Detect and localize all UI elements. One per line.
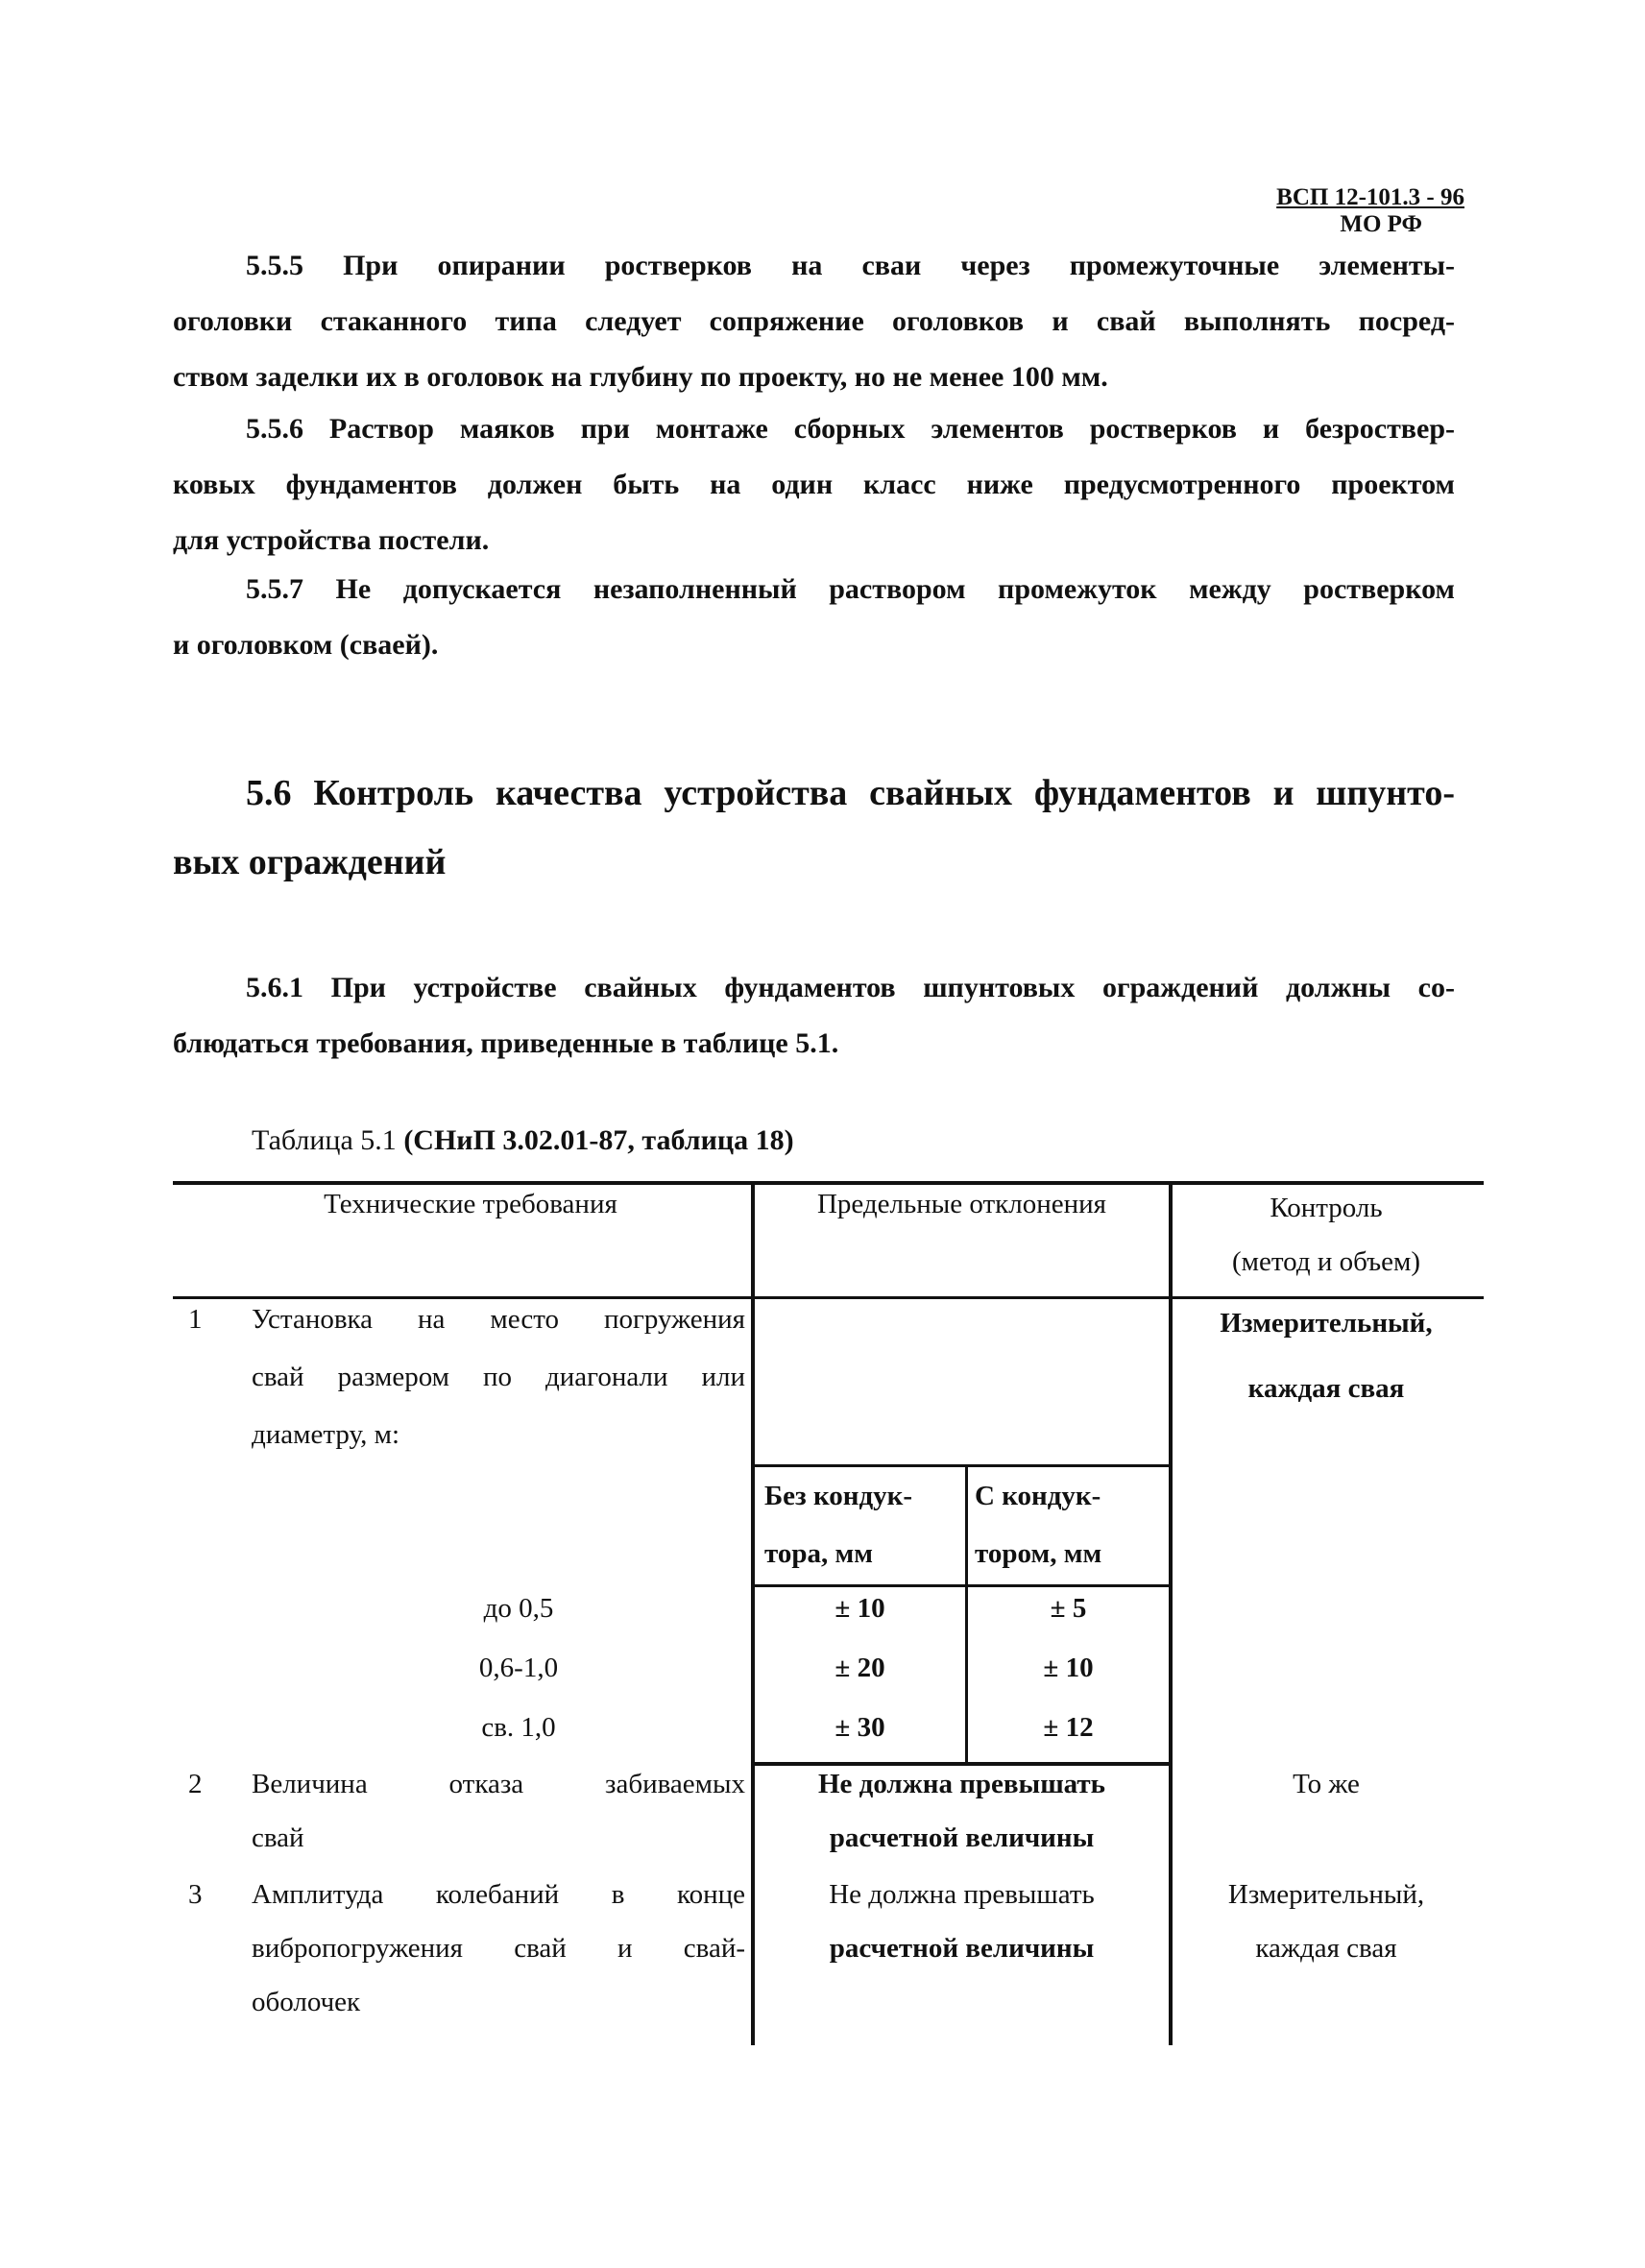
paragraph-5-6-1	[173, 960, 1455, 1072]
row3-requirement	[252, 1868, 745, 2029]
row1-requirement	[252, 1291, 745, 1463]
requirement-line: вибропогружения свай и свай-	[252, 1933, 745, 1964]
paragraph-line: ством заделки их в оголовок на глубину по проекту, но не менее 100 мм.	[173, 361, 1108, 393]
section-line: вых ограждений	[173, 842, 447, 882]
row3-deviation	[755, 1868, 1169, 1975]
requirement-line: свай	[252, 1822, 304, 1853]
requirement-line: свай размером по диагонали или	[252, 1362, 745, 1392]
subheader-line: тором, мм	[975, 1538, 1102, 1569]
size-deviation-with: ± 12	[1043, 1712, 1094, 1743]
section-line: 5.6 Контроль качества устройства свайных фундаментов и шпунто-	[246, 773, 1455, 813]
paragraph-line: и оголовком (сваей).	[173, 629, 439, 661]
header-max-deviations: Предельные отклонения	[816, 1189, 1106, 1219]
subheader-line: тора, мм	[764, 1538, 873, 1569]
paragraph-line: оголовки стаканного типа следует сопряжение оголовков и свай выполнять посред-	[173, 305, 1455, 337]
control-line: Измерительный,	[1220, 1308, 1433, 1339]
row2-control: То же	[1293, 1769, 1360, 1799]
row-number: 3	[188, 1879, 203, 1910]
paragraph-line: 5.5.7 Не допускается незаполненный раствором промежуток между ростверком	[246, 573, 1455, 605]
subheader-line: Без кондук-	[764, 1481, 913, 1511]
size-deviation-without: ± 30	[835, 1712, 885, 1743]
row2-deviation	[755, 1757, 1169, 1865]
subheader-with-conductor	[975, 1467, 1165, 1582]
size-label: 0,6-1,0	[478, 1653, 559, 1683]
paragraph-5-5-6	[173, 401, 1455, 568]
paragraph-line: 5.5.6 Раствор маяков при монтаже сборных элементов ростверков и безроствер-	[246, 413, 1455, 445]
size-deviation-with: ± 5	[1050, 1593, 1087, 1624]
table-caption-label: Таблица 5.1	[252, 1124, 397, 1156]
row2-requirement	[252, 1757, 745, 1865]
requirement-line: Установка на место погружения	[252, 1304, 745, 1335]
deviation-line: расчетной величины	[829, 1822, 1095, 1853]
size-label: до 0,5	[483, 1593, 554, 1624]
deviation-line: Не должна превышать	[829, 1879, 1095, 1910]
size-deviation-without: ± 10	[835, 1593, 885, 1624]
requirement-line: диаметру, м:	[252, 1419, 400, 1450]
paragraph-line: 5.5.5 При опирании ростверков на сваи через промежуточные элементы-	[246, 250, 1455, 281]
row1-control	[1173, 1291, 1480, 1421]
control-line: каждая свая	[1255, 1933, 1397, 1964]
row-number: 1	[188, 1304, 203, 1335]
requirement-line: оболочек	[252, 1987, 361, 2017]
header-technical-requirements: Технические требования	[324, 1189, 617, 1219]
size-deviation-with: ± 10	[1043, 1653, 1094, 1683]
table-caption	[252, 1122, 794, 1160]
doc-code: ВСП 12-101.3 - 96	[1276, 184, 1464, 210]
subheader-without-conductor	[764, 1467, 961, 1582]
section-heading	[173, 759, 1455, 897]
header-control	[1173, 1181, 1480, 1289]
row3-control	[1173, 1868, 1480, 1975]
paragraph-5-5-5	[173, 238, 1455, 405]
paragraph-line: блюдаться требования, приведенные в таблице 5.1.	[173, 1027, 839, 1059]
paragraph-line: ковых фундаментов должен быть на один класс ниже предусмотренного проектом	[173, 469, 1455, 500]
header-control-line: Контроль	[1270, 1193, 1383, 1223]
control-line: каждая свая	[1247, 1373, 1405, 1404]
size-label: св. 1,0	[481, 1712, 556, 1743]
row-number: 2	[188, 1769, 203, 1799]
requirement-line: Амплитуда колебаний в конце	[252, 1879, 745, 1910]
document-header	[1276, 184, 1464, 238]
requirement-line: Величина отказа забиваемых	[252, 1769, 745, 1799]
control-line: Измерительный,	[1227, 1879, 1425, 1910]
paragraph-5-5-7	[173, 562, 1455, 673]
doc-org: МО РФ	[1340, 211, 1422, 237]
subheader-line: С кондук-	[975, 1481, 1101, 1511]
header-control-line: (метод и объем)	[1231, 1246, 1421, 1277]
paragraph-line: для устройства постели.	[173, 524, 490, 556]
size-deviation-without: ± 20	[835, 1653, 885, 1683]
deviation-line: расчетной величины	[829, 1933, 1095, 1964]
table-caption-source: (СНиП 3.02.01-87, таблица 18)	[403, 1124, 794, 1156]
deviation-line: Не должна превышать	[817, 1769, 1106, 1799]
paragraph-line: 5.6.1 При устройстве свайных фундаментов шпунтовых ограждений должны со-	[246, 972, 1455, 1003]
